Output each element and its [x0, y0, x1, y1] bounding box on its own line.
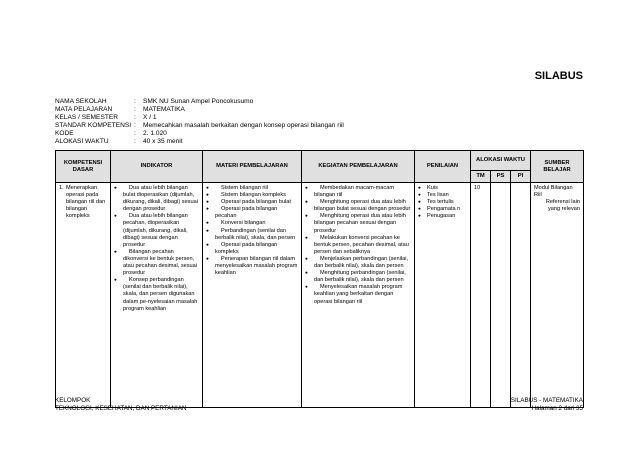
cell-tm: [471, 183, 491, 408]
info-value: Memecahkan masalah berkaitan dengan konsep operasi bilangan riil: [143, 121, 344, 129]
list-item: ● Pengamata n: [418, 206, 461, 213]
bullet-icon: ●: [206, 228, 209, 234]
cell-sumber-belajar: [531, 183, 584, 408]
table-row: [56, 183, 584, 408]
syllabus-table: [55, 150, 584, 408]
kd-text: Menerapkan operasi pada bilangan riil dan bilangan kompleks: [66, 185, 106, 220]
list-item: ● Penugasan: [418, 213, 456, 220]
info-label: KODE: [55, 129, 74, 137]
info-label: STANDAR KOMPETENSI: [55, 121, 132, 129]
header-alokasi-waktu: ALOKASI WAKTU: [471, 151, 531, 171]
header-penilaian: PENILAIAN: [415, 151, 471, 183]
info-colon: :: [134, 137, 136, 145]
bullet-icon: ●: [305, 235, 308, 241]
list-item: ● Dua atau lebih bilangan pecahan, dioperasikan (dijumlah, dikurang, dikali, dibagi) sesuai dengan prosedur: [114, 213, 188, 248]
list-item: ● Sistem bilangan riil: [206, 185, 268, 191]
header-tm: TM: [471, 171, 491, 183]
page-title: SILABUS: [534, 70, 583, 82]
footer-left: [55, 397, 186, 413]
list-item: ● Menghitung operasi dua atau lebih bilangan pecahan sesuai dengan prosedur: [305, 213, 406, 234]
info-label: NAMA SEKOLAH: [55, 98, 107, 105]
bullet-icon: ●: [305, 200, 308, 206]
list-item: ● Operasi pada bilangan pecahan: [206, 206, 278, 220]
list-item: ● Operasi pada bilangan bulat: [206, 199, 291, 206]
cell-kompetensi-dasar: [56, 183, 111, 408]
list-item: ● Menjelaskan perbandingan (senilai, dan berbalik nilai), skala dan persen: [305, 255, 409, 270]
bullet-icon: ●: [305, 271, 308, 277]
bullet-icon: ●: [305, 285, 308, 291]
info-colon: :: [134, 129, 136, 137]
info-label: MATA PELAJARAN: [55, 105, 113, 113]
info-row-subject: [55, 106, 344, 114]
list-item: ● Melakukan konversi pecahan ke bentuk persen, pecahan desimal, atau persen dan sebaliknya: [305, 234, 409, 255]
header-pi: PI: [511, 171, 531, 183]
info-value: 2. 1.020: [143, 129, 167, 137]
list-item: ● Konversi bilangan: [206, 220, 266, 227]
list-item: ● Dua atau lebih bilangan bulat dioperasikan (dijumlah, dikurang, dikali, dibagi) sesuai dengan prosedur: [114, 185, 198, 213]
list-item: ● Menyelesaikan masalah program keahlian yang berkaitan dengan operasi bilangan riil: [305, 284, 403, 305]
footer-group-label: KELOMPOK: [55, 397, 91, 404]
list-item: ● Konsep perbandingan (senilai dan berbalik nilai), skala, dan persen digunakan dalam pe-nyelesaian masalah program keahlian: [114, 277, 198, 312]
list-item: ● Membedakan macam-macam bilangan riil: [305, 185, 394, 199]
bullet-icon: ●: [206, 256, 209, 262]
footer-group-name: TEKNOLOGI, KESEHATAN, DAN PERTANIAN: [55, 405, 187, 413]
bullet-icon: ●: [206, 242, 209, 248]
list-item: ● Penerapan bilangan riil dalam menyelesaikan masalah program keahlian: [206, 255, 298, 277]
list-item: ● Bilangan pecahan dikonversi ke bentuk persen, atau pecahan desimal, sesuai prosedur: [114, 248, 198, 277]
info-colon: :: [134, 121, 136, 129]
cell-kegiatan: [302, 183, 415, 408]
cell-indikator: [111, 183, 203, 408]
bullet-icon: ●: [114, 249, 117, 255]
source-item: Modul Bilangan Riil: [534, 185, 573, 199]
page-number: Halaman 2 dari 35: [531, 405, 583, 413]
info-value: 40 x 35 menit: [143, 137, 183, 145]
cell-materi: [203, 183, 302, 408]
info-row-time: [55, 138, 344, 146]
info-value: X / 1: [143, 113, 157, 121]
bullet-icon: ●: [305, 214, 308, 220]
tm-value: 10: [474, 185, 481, 191]
bullet-icon: ●: [305, 186, 308, 191]
cell-pi: [511, 183, 531, 408]
info-row-school: [55, 98, 344, 106]
bullet-icon: ●: [206, 186, 209, 191]
info-row-standard: [55, 122, 344, 130]
info-row-code: [55, 130, 344, 138]
info-label: KELAS / SEMESTER: [55, 113, 119, 121]
info-label: ALOKASI WAKTU: [55, 137, 109, 145]
cell-ps: [491, 183, 511, 408]
bullet-icon: ●: [206, 200, 209, 206]
list-item: ● Sistem bilangan kompleks: [206, 192, 286, 199]
identity-block: [55, 98, 344, 145]
header-indikator: INDIKATOR: [111, 151, 203, 183]
list-item: ● Perbandingan (senilai dan berbalik nilai), skala, dan persen: [206, 227, 296, 241]
bullet-icon: ●: [206, 221, 209, 227]
header-kompetensi-dasar: KOMPETENSI DASAR: [56, 151, 111, 183]
header-sumber-belajar: SUMBER BELAJAR: [531, 151, 584, 183]
list-item: ● Tes lisan: [418, 192, 449, 199]
list-item: ● Tes tertulis: [418, 199, 454, 206]
bullet-icon: ●: [418, 207, 421, 213]
bullet-icon: ●: [114, 186, 117, 191]
header-kegiatan: KEGIATAN PEMBELAJARAN: [302, 151, 415, 183]
list-item: ● Menghitung perbandingan (senilai, dan berbalik nilai), skala dan persen: [305, 270, 406, 284]
info-value: SMK NU Sunan Ampel Poncokusumo: [143, 98, 254, 105]
list-item: ● Kuis: [418, 185, 438, 191]
list-item: ● Operasi pada bilangan kompleks: [206, 241, 278, 255]
list-item: ● Menghitung operasi dua atau lebih bilangan bulat sesuai dengan prosedur: [305, 199, 411, 213]
bullet-icon: ●: [206, 193, 209, 199]
bullet-icon: ●: [206, 207, 209, 213]
info-row-class: [55, 114, 344, 122]
info-colon: :: [134, 98, 136, 105]
footer-doc-title: SILABUS - MATEMATIKA: [510, 397, 583, 404]
footer-right: [511, 397, 583, 413]
bullet-icon: ●: [114, 278, 117, 284]
info-colon: :: [134, 113, 136, 121]
header-ps: PS: [491, 171, 511, 183]
kd-number: 1.: [59, 185, 64, 191]
bullet-icon: ●: [418, 200, 421, 206]
cell-penilaian: [415, 183, 471, 408]
info-colon: :: [134, 105, 136, 113]
bullet-icon: ●: [418, 214, 421, 220]
header-materi: MATERI PEMBELAJARAN: [203, 151, 302, 183]
source-item: Referensi lain yang relevan: [545, 199, 581, 213]
bullet-icon: ●: [418, 193, 421, 199]
bullet-icon: ●: [305, 256, 308, 262]
bullet-icon: ●: [114, 214, 117, 220]
info-value: MATEMATIKA: [143, 105, 185, 113]
bullet-icon: ●: [418, 186, 421, 191]
